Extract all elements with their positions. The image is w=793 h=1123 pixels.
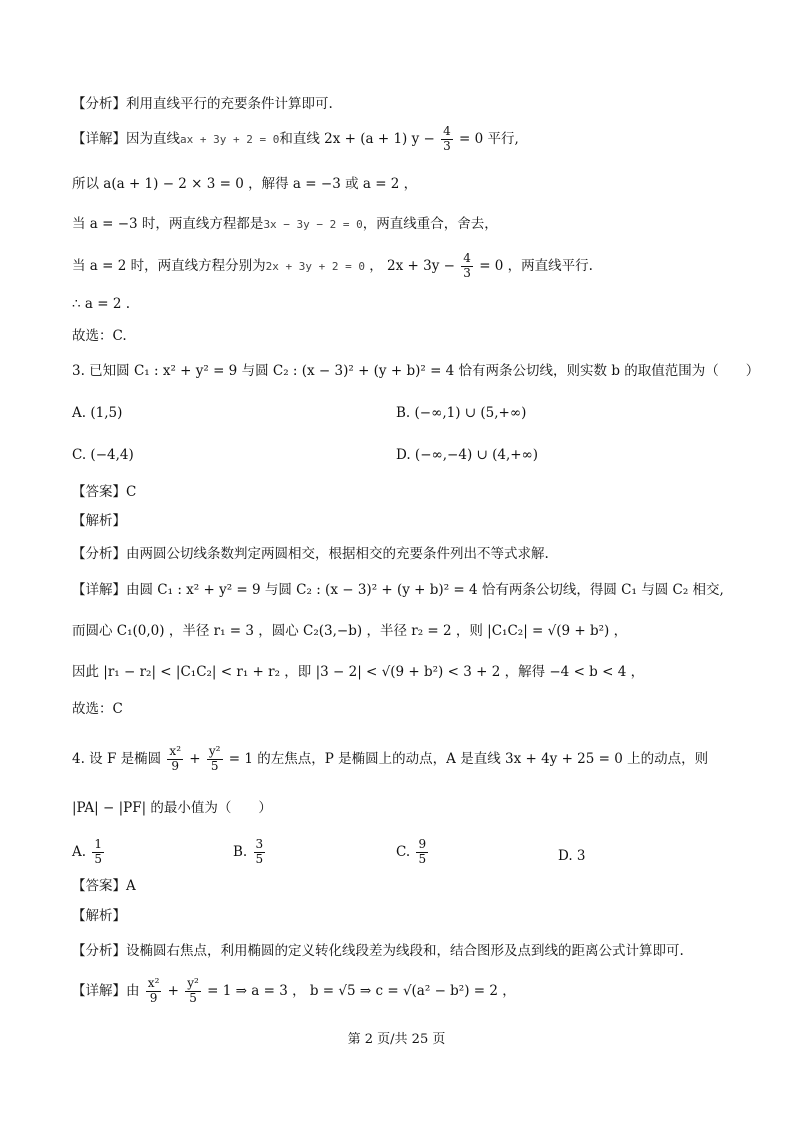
- text-segment: ，两直线重合，舍去，: [362, 216, 498, 232]
- text-segment: +: [163, 982, 184, 999]
- question-4: [72, 745, 733, 774]
- detail-line-q3-2: 而圆心 C₁(0,0) ，半径 r₁ = 3 ，圆心 C₂(3,−b) ，半径 r₂ = 2 ，则 |C₁C₂| = √(9 + b²) ，: [72, 623, 628, 639]
- inline-equation: ax + 3y + 2 = 0: [180, 132, 280, 146]
- conclusion-line-q2: ∴ a = 2 .: [72, 296, 130, 312]
- analysis-heading-q4: 【解析】: [72, 908, 126, 924]
- choice-line-q2: 故选：C.: [72, 328, 127, 344]
- detail-line-q3-1: 【详解】由圆 C₁ : x² + y² = 9 与圆 C₂ : (x − 3)² + (y + b)² = 4 恰有两条公切线，得圆 C₁ 与圆 C₂ 相交,: [72, 582, 724, 598]
- page-footer: 第 2 页/共 25 页: [347, 1032, 446, 1047]
- text-segment: = 1 ⇒ a = 3 ， b = √5 ⇒ c = √(a² − b²) = 2 ，: [202, 982, 516, 999]
- fraction: $\frac{3}{5}$: [255, 837, 264, 866]
- inline-equation: 2x + 3y + 2 = 0: [265, 259, 365, 273]
- fraction: $\frac{\text{x²}}{9}$: [147, 976, 160, 1005]
- text-segment: = 0 ，两直线平行.: [474, 257, 593, 274]
- answer-q4: 【答案】A: [72, 878, 136, 894]
- q4-option-c: C. $\frac{9}{5}$: [396, 837, 427, 866]
- analysis-heading-q3: 【解析】: [72, 513, 126, 529]
- fraction: $\frac{4}{3}$: [443, 124, 451, 153]
- detail-line-q2-4: [72, 252, 733, 281]
- text-segment: 4. 设 F 是椭圆: [72, 750, 166, 767]
- detail-line-q2-3: [72, 218, 733, 232]
- text-segment: 当 a = 2 时，两直线方程分别为: [72, 257, 266, 274]
- text-segment: 和直线 2x + (a + 1) y −: [279, 130, 440, 147]
- answer-q3: 【答案】C: [72, 484, 137, 500]
- text-segment: 【详解】因为直线: [72, 130, 180, 147]
- q3-option-b: B. (−∞,1) ∪ (5,+∞): [396, 405, 527, 421]
- analysis-line-q3: 【分析】由两圆公切线条数判定两圆相交，根据相交的充要条件列出不等式求解.: [72, 546, 549, 562]
- analysis-line-q4: 【分析】设椭圆右焦点，利用椭圆的定义转化线段差为线段和，结合图形及点到线的距离公式计算即可.: [72, 943, 684, 959]
- text-segment: ， 2x + 3y −: [364, 257, 460, 274]
- q4-option-a: A. $\frac{1}{5}$: [72, 837, 102, 866]
- fraction: $\frac{\text{y²}}{5}$: [187, 976, 199, 1005]
- text-segment: +: [185, 750, 205, 767]
- detail-line-q2-1: [72, 125, 733, 154]
- analysis-line-q2: 【分析】利用直线平行的充要条件计算即可.: [72, 96, 333, 112]
- q3-option-d: D. (−∞,−4) ∪ (4,+∞): [396, 447, 539, 463]
- fraction: $\frac{4}{3}$: [463, 251, 471, 280]
- question-3: 3. 已知圆 C₁ : x² + y² = 9 与圆 C₂ : (x − 3)² + (y + b)² = 4 恰有两条公切线，则实数 b 的取值范围为（ ）: [72, 363, 760, 379]
- fraction: $\frac{9}{5}$: [418, 837, 427, 866]
- text-segment: 【详解】由: [72, 982, 144, 999]
- detail-line-q3-3: 因此 |r₁ − r₂| < |C₁C₂| < r₁ + r₂ ，即 |3 − 2| < √(9 + b²) < 3 + 2 ，解得 −4 < b < 4 ，: [72, 664, 645, 680]
- choice-line-q3: 故选：C: [72, 701, 123, 717]
- fraction: $\frac{1}{5}$: [94, 837, 102, 866]
- question-4-cont: |PA| − |PF| 的最小值为（ ）: [72, 800, 272, 816]
- fraction: $\frac{\text{x²}}{9}$: [169, 744, 181, 773]
- inline-equation: 3x − 3y − 2 = 0: [263, 218, 363, 231]
- detail-line-q2-2: 所以 a(a + 1) − 2 × 3 = 0 ，解得 a = −3 或 a = 2 ，: [72, 176, 418, 192]
- text-segment: = 1 的左焦点，P 是椭圆上的动点，A 是直线 3x + 4y + 25 = 0 上的动点，则: [224, 750, 709, 767]
- detail-line-q4-1: [72, 977, 733, 1006]
- q3-option-a: A. (1,5): [72, 405, 123, 421]
- q4-option-d: D. 3: [558, 848, 586, 864]
- fraction: $\frac{\text{y²}}{5}$: [208, 744, 221, 773]
- q4-option-b: B. $\frac{3}{5}$: [233, 837, 264, 866]
- text-segment: 当 a = −3 时，两直线方程都是: [72, 216, 264, 232]
- text-segment: = 0 平行,: [454, 130, 519, 147]
- q3-option-c: C. (−4,4): [72, 447, 134, 463]
